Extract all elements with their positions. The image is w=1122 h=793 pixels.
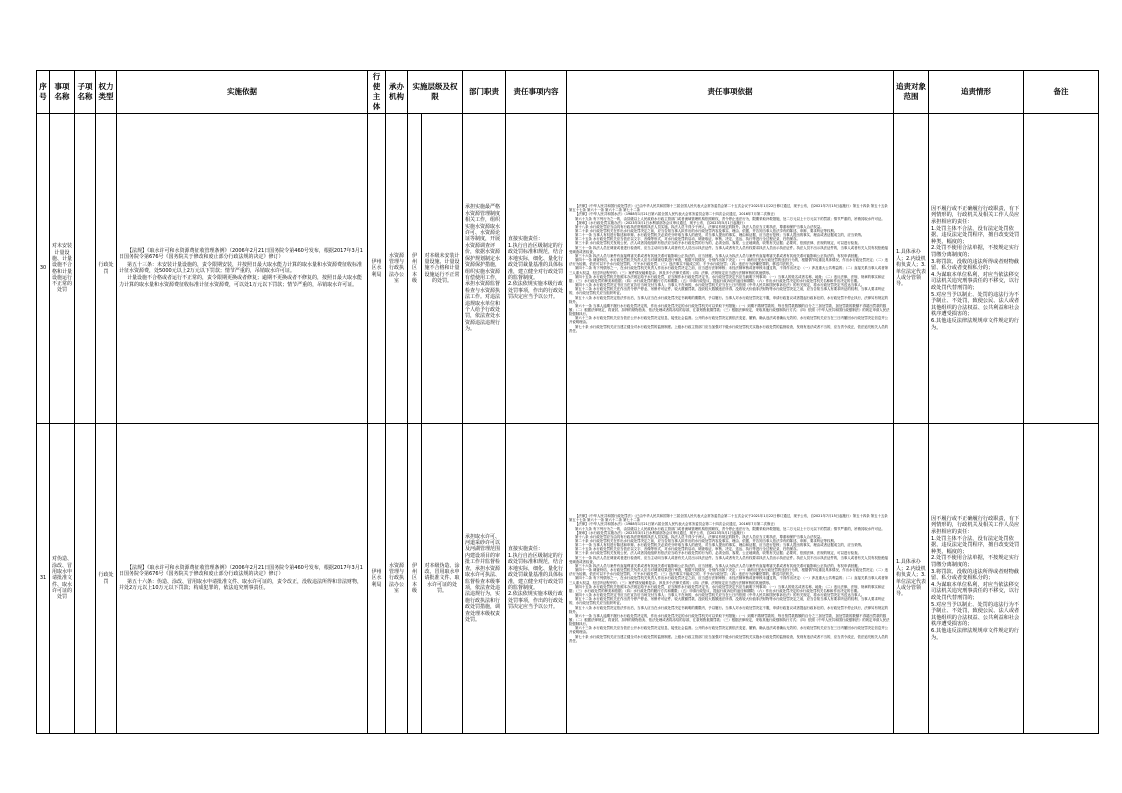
header-acc-cases: 追责情形 <box>929 71 1024 114</box>
acc-case-line: 因不履行或不正确履行行政职责，有下列情形的，行政机关及相关工作人员应承担相应的责任： <box>931 515 1020 536</box>
acc-case-line: 1.处罚主体不合法，没有法定处罚依据，违反法定处罚程序，擅自改变处罚种类、幅度的； <box>931 535 1020 555</box>
acc-scope-cell: 1.具体承办人；2.内设机构负责人；3.单位法定代表人或分管领导。 <box>894 114 929 424</box>
resp-content-line: 1.执行自治区级制定的行政处罚标准和规范，结合本地实际，细化、量化行政处罚裁量基准的具体标准，建立健全对行政处罚的监督制度。 <box>508 552 564 591</box>
resp-basis-line: 第四十五条 水行政处罚机关依照本办法规定给予水行政处罚，应当制作水行政处罚决定书。水行政处罚决定书应当载明下列事项：（一）当事人的姓名或者名称、地址；（二）违反法律、法规、规章的事实和证据；（三）水行政处罚的种类和依据；（四）水行政处罚的履行方式和期限；（五）申请行政复议、提起行政诉讼的途径和期限；（六）作出水行政处罚决定的水行政处罚机关名称和作出决定的日期。 <box>569 274 885 283</box>
acc-case-line: 5.对应当予以制止、处罚的违法行为不予制止、不处罚，致使公民、法人或者其他组织的合法权益、公共利益和社会秩序遭受损害的； <box>931 291 1020 318</box>
resp-basis-line: 第二十五条 水行政处罚机关应当依法以文字、音像等形式，对水行政处罚的启动、调查取证、审核、决定、送达、执行等进行全过程记录，归档保存。 <box>575 547 800 552</box>
resp-basis-line: 第六十一条 当事人逾期不履行水行政处罚决定的，作出水行政处罚决定的水行政处罚机关可以采取下列措施：（一）到期不缴纳罚款的，每日按罚款数额的百分之三加处罚款，加处罚款的数额不得超出罚款的数额；（二）根据法律规定，将查封、扣押的财物拍卖、依法处理或者将冻结的存款、汇款划拨抵缴罚款；（三）根据法律规定，采取其他行政强制执行方式；（四）依照《中华人民共和国行政强制法》的规定申请人民法院强制执行。 <box>569 613 890 627</box>
header-remark: 备注 <box>1024 71 1099 114</box>
resp-basis-line: 第五十八条 水行政处罚决定依法作出后，当事人应当在水行政处罚决定书载明的期限内，予以履行。当事人对水行政处罚决定不服，申请行政复议或者提起行政诉讼的，水行政处罚不停止执行，法律另有规定的除外。 <box>569 605 889 614</box>
resp-basis-line: 第二十五条 水行政处罚机关应当依法以文字、音像等形式，对水行政处罚的启动、调查取证、审核、决定、送达、执行等进行全过程记录，归档保存。 <box>575 237 800 242</box>
resp-content-line: 直接实施责任： <box>508 236 544 243</box>
resp-basis-line: 第四十一条 调查终结，水行政处罚机关负责人应当对调查结果进行审查，根据不同情况，分别作出如下决定：（一）确有应受水行政处罚的违法行为的，根据情节轻重及具体情况，作出水行政处罚决定；（二）违法行为轻微，依法可以不予水行政处罚的，不予水行政处罚；（三）违法事实不能成立的，不予水行政处罚；（四）违法行为涉嫌犯罪的，移送司法机关。 <box>569 258 888 267</box>
item-name-cell: 对未安装计量设施、计量设施不合格和计量设施运行不正常的处罚 <box>50 114 75 424</box>
subject-cell: 伊州区水利局 <box>368 424 386 734</box>
resp-basis-line: 第六十九条 有下列行为之一的，由县级以上人民政府水行政主管部门或者流域管理机构依照职权，责令停止违法行为，限期采取补救措施，处二万元以上十万元以下的罚款；情节严重的，吊销其取水许可证。 <box>575 216 885 221</box>
org-cell: 水资源管理与行政执法办公室 <box>386 114 408 424</box>
header-duty: 部门职责 <box>463 71 506 114</box>
header-power-type: 权力类型 <box>96 71 117 114</box>
level-cell: 伊州区本级 <box>408 424 422 734</box>
level-scope-cell: 对本级伪造、涂改、冒用取水申请批准文件、取水许可证的处罚。 <box>422 424 463 734</box>
resp-basis-line: 第四十一条 调查终结，水行政处罚机关负责人应当对调查结果进行审查，根据不同情况，分别作出如下决定：（一）确有应受水行政处罚的违法行为的，根据情节轻重及具体情况，作出水行政处罚决定；（二）违法行为轻微，依法可以不予水行政处罚的，不予水行政处罚；（三）违法事实不能成立的，不予水行政处罚；（四）违法行为涉嫌犯罪的，移送司法机关。 <box>569 568 888 577</box>
subject-cell: 伊州区水利局 <box>368 114 386 424</box>
acc-case-line: 因不履行或不正确履行行政职责，有下列情形的，行政机关及相关工作人员应承担相应的责任： <box>931 205 1020 226</box>
header-basis: 实施依据 <box>117 71 368 114</box>
table-row <box>37 424 1099 734</box>
resp-basis-cell <box>567 424 894 734</box>
duty-cell: 承担实施最严格水资源管理制度相关工作，组织实施水资源取水许可、水资源论证等制度，开展水资源调查评价，依据水资源保护规划制定水资源保护措施，组织实施水资源有偿使用工作，承担水资源监督检查与水资源执法工作。对违法违规取水单位和个人给予行政处罚，依法查处水资源违法违规行为。 <box>463 114 506 424</box>
resp-basis-line: 【法律】《中华人民共和国行政处罚法》（已由中华人民共和国第十三届全国人民代表大会常务委员会第二十五次会议于2021年1月22日修订通过，现予公布，自2021年7月15日起施行）第五十四条 第五十五条 第五十七条 第六十一条 第六十二条 第七十二条 <box>569 514 888 523</box>
resp-content-line: 2.依法依规实施本级行政处罚事项，作出的行政处罚决定应当予以公开。 <box>508 281 564 301</box>
resp-basis-line: 第五十二条 水行政处罚机关在作出责令停产停业、吊销许可证件、较大数额罚款、没收较大数额违法所得、没收较大价值非法财物等水行政处罚决定之前，应当告知当事人有要求听证的权利，当事人要求听证的，水行政处罚机关应当组织听证。 <box>569 597 885 606</box>
resp-basis-line: 【规章】《水行政处罚实施办法》（2023年3月1日水利部部务会议审议通过，现予公布，自2023年5月1日起施行） <box>575 220 747 225</box>
header-acc-scope: 追责对象范围 <box>894 71 929 114</box>
resp-basis-line: 第五十二条 水行政处罚机关在作出责令停产停业、吊销许可证件、较大数额罚款、没收较大数额违法所得、没收较大价值非法财物等水行政处罚决定之前，应当告知当事人有要求听证的权利，当事人要求听证的，水行政处罚机关应当组织听证。 <box>569 287 885 296</box>
resp-basis-line: 第五十八条 水行政处罚决定依法作出后，当事人应当在水行政处罚决定书载明的期限内，予以履行。当事人对水行政处罚决定不服，申请行政复议或者提起行政诉讼的，水行政处罚不停止执行，法律另有规定的除外。 <box>569 295 889 304</box>
document-page <box>36 70 1098 734</box>
acc-cases-cell <box>929 424 1024 734</box>
table-row <box>37 114 1099 424</box>
acc-case-line: 1.处罚主体不合法，没有法定处罚依据，违反法定处罚程序，擅自改变处罚种类、幅度的； <box>931 225 1020 245</box>
resp-basis-line: 第三十一条 执法人员在调查或者进行检查时，应当主动向当事人或者有关人员出示执法证件。当事人或者有关人员有权要求执法人员出示执法证件。执法人员不出示执法证件的，当事人或者有关人员有权拒绝接受调查或者检查。 <box>569 555 889 564</box>
resp-basis-line: 第四十二条 有下列情形之一，在水行政处罚机关负责人作出水行政处罚决定之前，应当进行法制审核；未经法制审核或者审核未通过的，不得作出决定：（一）涉及重大公共利益的；（二）直接关系当事人或者第三人重大权益，经过听证程序的；（三）案件情况疑难复杂、涉及多个法律关系的；（四）法律、法规规定应当进行法制审核的其他情形。 <box>569 576 888 585</box>
resp-basis-line: 第六十三条 水行政处罚机关应当依法公开水行政处罚决定信息，接受社会监督。公开的水行政处罚决定被依法变更、撤销、确认违法或者确认无效的，水行政处罚机关应当在三日内撤回水行政处罚决定信息并公开说明理由。 <box>569 626 889 635</box>
acc-case-line: 2.处罚不使用合法单据，不按规定实行罚缴分离制度的； <box>931 555 1019 569</box>
acc-case-line: 6.其他违反法律法规规章文件规定的行为。 <box>931 627 1019 641</box>
basis-cell <box>117 114 368 424</box>
power-type-cell: 行政处罚 <box>96 424 117 734</box>
header-resp-content: 责任事项内容 <box>506 71 567 114</box>
seq-cell: 31 <box>37 424 50 734</box>
resp-content-cell <box>506 424 567 734</box>
resp-basis-line: 第四十五条 水行政处罚机关依照本办法规定给予水行政处罚，应当制作水行政处罚决定书。水行政处罚决定书应当载明下列事项：（一）当事人的姓名或者名称、地址；（二）违反法律、法规、规章的事实和证据；（三）水行政处罚的种类和依据；（四）水行政处罚的履行方式和期限；（五）申请行政复议、提起行政诉讼的途径和期限；（六）作出水行政处罚决定的水行政处罚机关名称和作出决定的日期。 <box>569 584 885 593</box>
acc-case-line: 4.为谋取本单位私利，对应当依法移交司法机关追究刑事责任的不移交，以行政处罚代替刑罚的； <box>931 581 1020 601</box>
resp-basis-line: 第六十九条 有下列行为之一的，由县级以上人民政府水行政主管部门或者流域管理机构依照职权，责令停止违法行为，限期采取补救措施，处二万元以上十万元以下的罚款；情节严重的，吊销其取水许可证。 <box>575 526 885 531</box>
level-cell: 伊州区本级 <box>408 114 422 424</box>
resp-basis-line: 第三十六条 执法人员与案件有直接利害关系或者有其他关系可能影响公正执法的，应当回避。当事人认为执法人员与案件有直接利害关系或者有其他关系可能影响公正执法的，有权申请回避。 <box>575 253 861 258</box>
resp-basis-line: 第三十条 水行政处罚机关发现公民、法人或者其他组织有依法应当给予水行政处罚的行为的，必须全面、客观、公正地调查，收集有关证据；必要时，依照法律、法规的规定，可以进行检查。 <box>575 241 861 246</box>
acc-cases-cell <box>929 114 1024 424</box>
basis-paragraph: 第五十六条：伪造、涂改、冒用取水申请批准文件、取水许可证的，责令改正，没收违法所得和非法财物，并处2万元以上10万元以下罚款；构成犯罪的，依法追究刑事责任。 <box>119 578 363 591</box>
resp-basis-line: 【法律】《中华人民共和国水法》（1988年1月21日第六届全国人民代表大会常务委员会第二十四次会议通过，2016年7月第二次修正） <box>575 522 778 527</box>
basis-paragraph: 【法规】《取水许可和水资源费征收管理条例》（2006年2月21日国务院令第460号发布，根据2017年3月1日国务院令第676号《国务院关于修改和废止部分行政法规的决定》修订） <box>119 248 363 261</box>
header-item-name: 事项名称 <box>50 71 75 114</box>
resp-content-line: 1.执行自治区级制定的行政处罚标准和规范，结合本地实际，细化、量化行政处罚裁量基准的具体标准，建立健全对行政处罚的监督制度。 <box>508 242 564 281</box>
duty-cell: 承担取水许可、河道采砂许可以及河湖管理范围内建设项目的审批工作并监督检查，承担水资源取水许可执法、监督检查本级事项，依法查处违法违规行为，实施行政执法和行政处罚措施，调查处理本级权责处罚。 <box>463 424 506 734</box>
sub-item-cell <box>75 114 96 424</box>
resp-basis-line: 第二十条 水行政处罚机关在作出水行政处罚决定之前，应当告知当事人拟作出的水行政处罚内容及事实、理由、依据，并告知当事人依法享有的陈述、申辩、要求听证等权利。 <box>575 539 838 544</box>
acc-case-line: 6.其他违反法律法规规章文件规定的行为。 <box>931 317 1019 331</box>
acc-case-line: 3.将罚款、没收的违法所得或者财物截留、私分或者变相私分的； <box>931 258 1019 272</box>
acc-case-line: 3.将罚款、没收的违法所得或者财物截留、私分或者变相私分的； <box>931 568 1019 582</box>
resp-basis-line: 第四十二条 有下列情形之一，在水行政处罚机关负责人作出水行政处罚决定之前，应当进行法制审核；未经法制审核或者审核未通过的，不得作出决定：（一）涉及重大公共利益的；（二）直接关系当事人或者第三人重大权益，经过听证程序的；（三）案件情况疑难复杂、涉及多个法律关系的；（四）法律、法规规定应当进行法制审核的其他情形。 <box>569 266 888 275</box>
header-org: 承办机构 <box>386 71 408 114</box>
resp-basis-line: 第三十六条 执法人员与案件有直接利害关系或者有其他关系可能影响公正执法的，应当回避。当事人认为执法人员与案件有直接利害关系或者有其他关系可能影响公正执法的，有权申请回避。 <box>575 563 861 568</box>
remark-cell <box>1024 424 1099 734</box>
remark-cell <box>1024 114 1099 424</box>
power-type-cell: 行政处罚 <box>96 114 117 424</box>
org-cell: 水资源管理与行政执法办公室 <box>386 424 408 734</box>
resp-basis-line: 第十八条 水行政处罚应当由具有行政执法资格的执法人员实施。执法人员不得少于两人，法律另有规定的除外。执法人员应当文明执法，尊重和保护当事人合法权益。 <box>575 534 824 539</box>
header-resp-basis: 责任事项依据 <box>567 71 894 114</box>
acc-case-line: 5.对应当予以制止、处罚的违法行为不予制止、不处罚，致使公民、法人或者其他组织的合法权益、公共利益和社会秩序遭受损害的； <box>931 601 1020 628</box>
resp-basis-line: 第四十八条 水行政处罚决定书应当在宣告后当场交付当事人；当事人不在场的，水行政处罚机关应当在七日内依照《中华人民共和国民事诉讼法》的有关规定，将水行政处罚决定书送达当事人。 <box>575 283 865 288</box>
acc-scope-cell: 1.具体承办人；2.内设机构负责人；3.单位法定代表人或分管领导。 <box>894 424 929 734</box>
resp-basis-line: 第三十一条 执法人员在调查或者进行检查时，应当主动向当事人或者有关人员出示执法证件。当事人或者有关人员有权要求执法人员出示执法证件。执法人员不出示执法证件的，当事人或者有关人员有权拒绝接受调查或者检查。 <box>569 245 889 254</box>
resp-basis-line: 第七十条 水行政处罚机关应当建立健全对水行政处罚的监督制度。上级水行政主管部门应当加强对下级水行政处罚机关实施水行政处罚的监督检查，发现有违法或者不当的，应当责令改正，依法追究相关人员的责任。 <box>569 634 889 643</box>
seq-cell: 30 <box>37 114 50 424</box>
basis-cell <box>117 424 368 734</box>
resp-basis-line: 【法律】《中华人民共和国水法》（1988年1月21日第六届全国人民代表大会常务委员会第二十四次会议通过，2016年7月第二次修正） <box>575 212 778 217</box>
resp-content-line: 2.依法依规实施本级行政处罚事项，作出的行政处罚决定应当予以公开。 <box>508 591 564 611</box>
header-level: 实施层级及权限 <box>408 71 463 114</box>
basis-paragraph: 【法规】《取水许可和水资源费征收管理条例》（2006年2月21日国务院令第460号发布，根据2017年3月1日国务院令第676号《国务院关于修改和废止部分行政法规的决定》修订） <box>119 564 363 578</box>
resp-basis-line: 【规章】《水行政处罚实施办法》（2023年3月1日水利部部务会议审议通过，现予公布，自2023年5月1日起施行） <box>575 530 747 535</box>
resp-basis-line: 第四十八条 水行政处罚决定书应当在宣告后当场交付当事人；当事人不在场的，水行政处罚机关应当在七日内依照《中华人民共和国民事诉讼法》的有关规定，将水行政处罚决定书送达当事人。 <box>575 593 865 598</box>
header-row <box>37 71 1099 114</box>
acc-case-line: 4.为谋取本单位私利，对应当依法移交司法机关追究刑事责任的不移交，以行政处罚代替刑罚的； <box>931 271 1020 291</box>
basis-paragraph: 计量设施不合格或者运行不正常的，责令限期更换或者修复；逾期不更换或者不修复的，按照日最大取水能力计算的取水量和水资源费征收标准计征水资源费，可以处1万元以下罚款；情节严重的，吊销取水许可证。 <box>119 275 363 288</box>
item-name-cell: 对伪造、涂改、冒用取水申请批准文件、取水许可证的处罚 <box>50 424 75 734</box>
resp-basis-line: 第六十三条 水行政处罚机关应当依法公开水行政处罚决定信息，接受社会监督。公开的水行政处罚决定被依法变更、撤销、确认违法或者确认无效的，水行政处罚机关应当在三日内撤回水行政处罚决定信息并公开说明理由。 <box>569 316 889 325</box>
basis-paragraph: 第五十三条：未安装计量设施的，责令限期安装，并按照日最大取水能力计算的取水量和水资源费征收标准计征水资源费，处5000元以上2万元以下罚款；情节严重的，吊销取水许可证。 <box>119 261 363 274</box>
header-sub-item: 子项名称 <box>75 71 96 114</box>
level-scope-cell: 对本级未安装计量设施、计量设施不合格和计量设施运行不正常的处罚。 <box>422 114 463 424</box>
resp-basis-line: 第七十条 水行政处罚机关应当建立健全对水行政处罚的监督制度。上级水行政主管部门应当加强对下级水行政处罚机关实施水行政处罚的监督检查，发现有违法或者不当的，应当责令改正，依法追究相关人员的责任。 <box>569 324 889 333</box>
sub-item-cell <box>75 424 96 734</box>
resp-basis-line: 第二十一条 当事人有权进行陈述和申辩。水行政处罚机关必须充分听取当事人的意见，对当事人提出的事实、理由和证据，应当进行复核；当事人提出的事实、理由或者证据成立的，应当采纳。 <box>575 543 865 548</box>
resp-content-line: 直接实施责任： <box>508 546 544 553</box>
resp-basis-line: 第二十一条 当事人有权进行陈述和申辩。水行政处罚机关必须充分听取当事人的意见，对当事人提出的事实、理由和证据，应当进行复核；当事人提出的事实、理由或者证据成立的，应当采纳。 <box>575 233 865 238</box>
header-subject: 行使主体 <box>368 71 386 114</box>
resp-basis-cell <box>567 114 894 424</box>
resp-basis-line: 第二十条 水行政处罚机关在作出水行政处罚决定之前，应当告知当事人拟作出的水行政处罚内容及事实、理由、依据，并告知当事人依法享有的陈述、申辩、要求听证等权利。 <box>575 229 838 234</box>
resp-basis-line: 第十八条 水行政处罚应当由具有行政执法资格的执法人员实施。执法人员不得少于两人，法律另有规定的除外。执法人员应当文明执法，尊重和保护当事人合法权益。 <box>575 224 824 229</box>
resp-basis-line: 第三十条 水行政处罚机关发现公民、法人或者其他组织有依法应当给予水行政处罚的行为的，必须全面、客观、公正地调查，收集有关证据；必要时，依照法律、法规的规定，可以进行检查。 <box>575 551 861 556</box>
responsibility-table <box>36 70 1099 734</box>
acc-case-line: 2.处罚不使用合法单据，不按规定实行罚缴分离制度的； <box>931 245 1019 259</box>
header-seq: 序号 <box>37 71 50 114</box>
resp-basis-line: 第六十一条 当事人逾期不履行水行政处罚决定的，作出水行政处罚决定的水行政处罚机关可以采取下列措施：（一）到期不缴纳罚款的，每日按罚款数额的百分之三加处罚款，加处罚款的数额不得超出罚款的数额；（二）根据法律规定，将查封、扣押的财物拍卖、依法处理或者将冻结的存款、汇款划拨抵缴罚款；（三）根据法律规定，采取其他行政强制执行方式；（四）依照《中华人民共和国行政强制法》的规定申请人民法院强制执行。 <box>569 303 890 317</box>
resp-content-cell <box>506 114 567 424</box>
resp-basis-line: 【法律】《中华人民共和国行政处罚法》（已由中华人民共和国第十三届全国人民代表大会常务委员会第二十五次会议于2021年1月22日修订通过，现予公布，自2021年7月15日起施行）第五十四条 第五十五条 第五十七条 第六十一条 第六十二条 第七十二条 <box>569 204 888 213</box>
